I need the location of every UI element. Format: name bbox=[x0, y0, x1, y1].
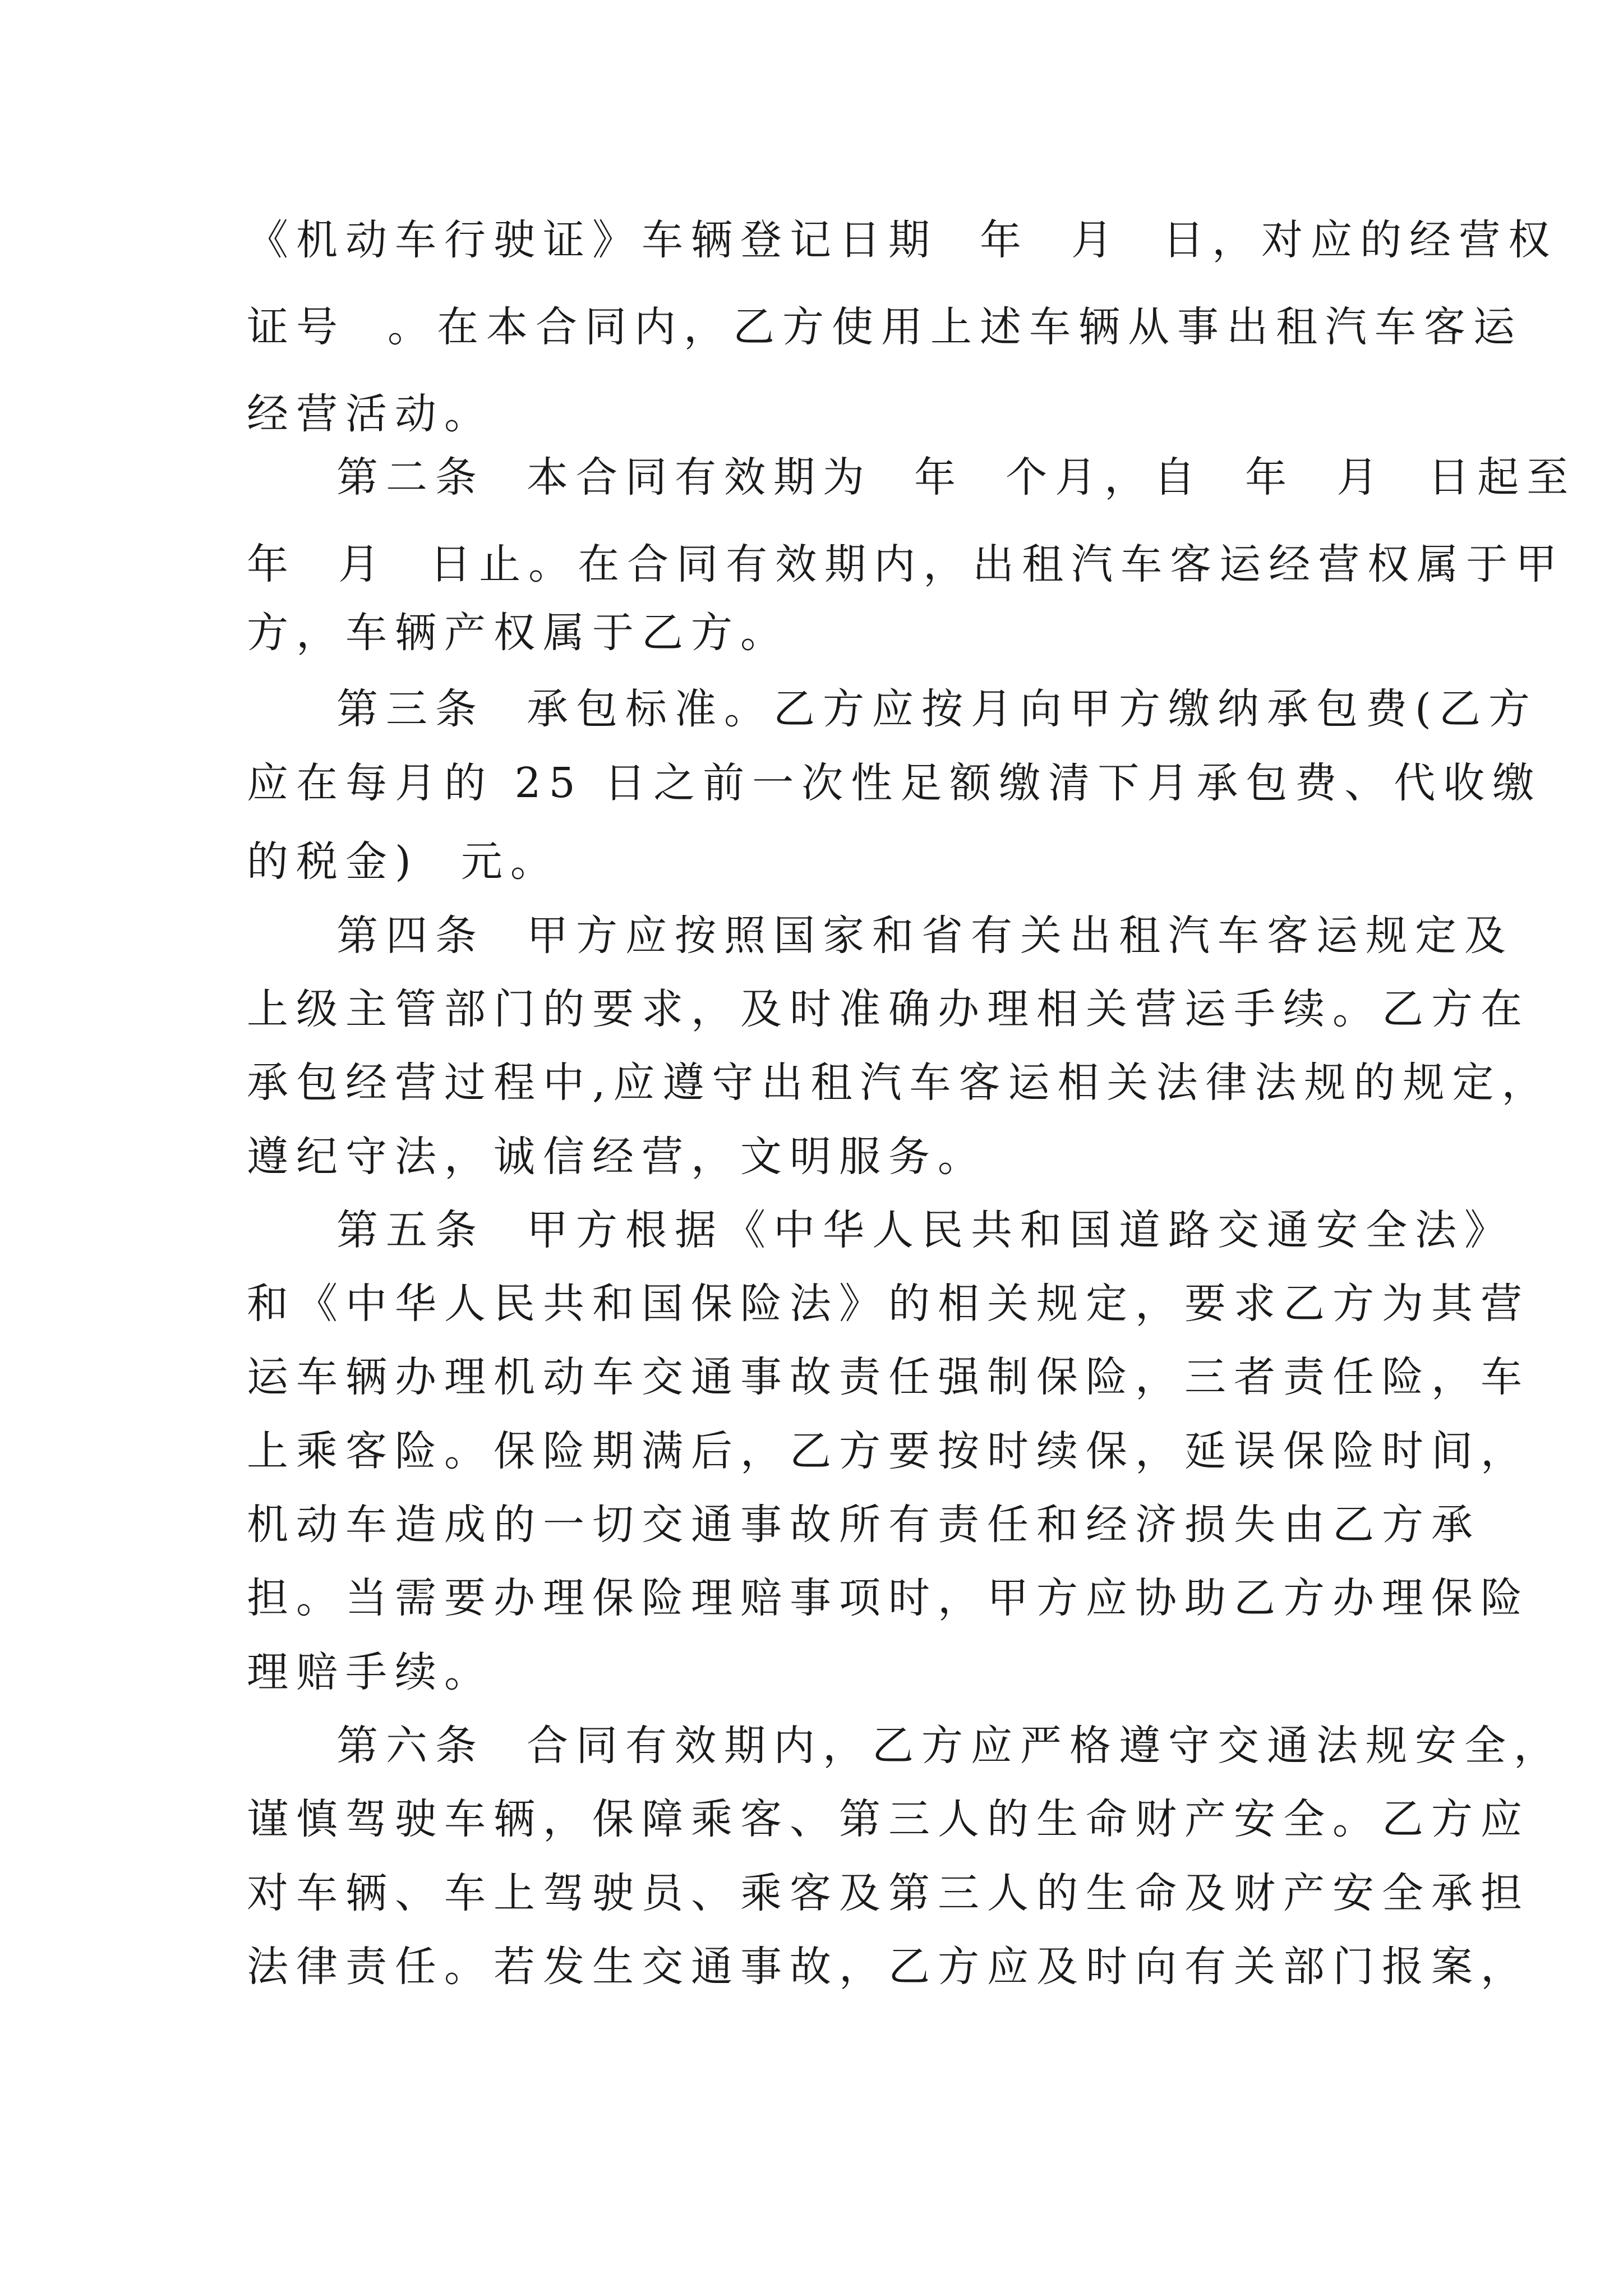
text-line: 应在每月的 25 日之前一次性足额缴清下月承包费、代收缴 bbox=[247, 759, 1542, 807]
text-line: 遵纪守法，诚信经营，文明服务。 bbox=[247, 1133, 987, 1181]
text-line: 谨慎驾驶车辆，保障乘客、第三人的生命财产安全。乙方应 bbox=[247, 1795, 1530, 1843]
text-line: 担。当需要办理保险理赔事项时，甲方应协助乙方办理保险 bbox=[247, 1574, 1530, 1622]
text-line: 经营活动。 bbox=[247, 390, 494, 438]
text-line: 运车辆办理机动车交通事故责任强制保险，三者责任险，车 bbox=[247, 1353, 1530, 1401]
text-line: 和《中华人民共和国保险法》的相关规定，要求乙方为其营 bbox=[247, 1280, 1530, 1328]
text-line: 的税金) 元。 bbox=[247, 838, 560, 886]
text-line: 第三条 承包标准。乙方应按月向甲方缴纳承包费(乙方 bbox=[336, 685, 1538, 733]
text-line: 上级主管部门的要求，及时准确办理相关营运手续。乙方在 bbox=[247, 985, 1530, 1033]
text-line: 第五条 甲方根据《中华人民共和国道路交通安全法》 bbox=[336, 1206, 1514, 1254]
text-line: 第六条 合同有效期内，乙方应严格遵守交通法规安全， bbox=[336, 1722, 1564, 1770]
text-line: 机动车造成的一切交通事故所有责任和经济损失由乙方承 bbox=[247, 1501, 1481, 1549]
text-line: 第四条 甲方应按照国家和省有关出租汽车客运规定及 bbox=[336, 912, 1514, 960]
text-line: 上乘客险。保险期满后，乙方要按时续保，延误保险时间， bbox=[247, 1427, 1530, 1475]
text-line: 理赔手续。 bbox=[247, 1648, 494, 1696]
text-line: 证号 。在本合同内，乙方使用上述车辆从事出租汽车客运 bbox=[247, 303, 1523, 351]
text-line: 方，车辆产权属于乙方。 bbox=[247, 609, 790, 657]
text-line: 《机动车行驶证》车辆登记日期 年 月 日，对应的经营权 bbox=[247, 216, 1558, 264]
text-line: 对车辆、车上驾驶员、乘客及第三人的生命及财产安全承担 bbox=[247, 1869, 1530, 1917]
text-line: 年 月 日止。在合同有效期内，出租汽车客运经营权属于甲 bbox=[247, 540, 1565, 588]
text-line: 法律责任。若发生交通事故，乙方应及时向有关部门报案， bbox=[247, 1943, 1530, 1991]
text-line: 承包经营过程中,应遵守出租汽车客运相关法律法规的规定， bbox=[247, 1059, 1551, 1107]
text-line: 第二条 本合同有效期为 年 个月，自 年 月 日起至 bbox=[336, 453, 1576, 501]
